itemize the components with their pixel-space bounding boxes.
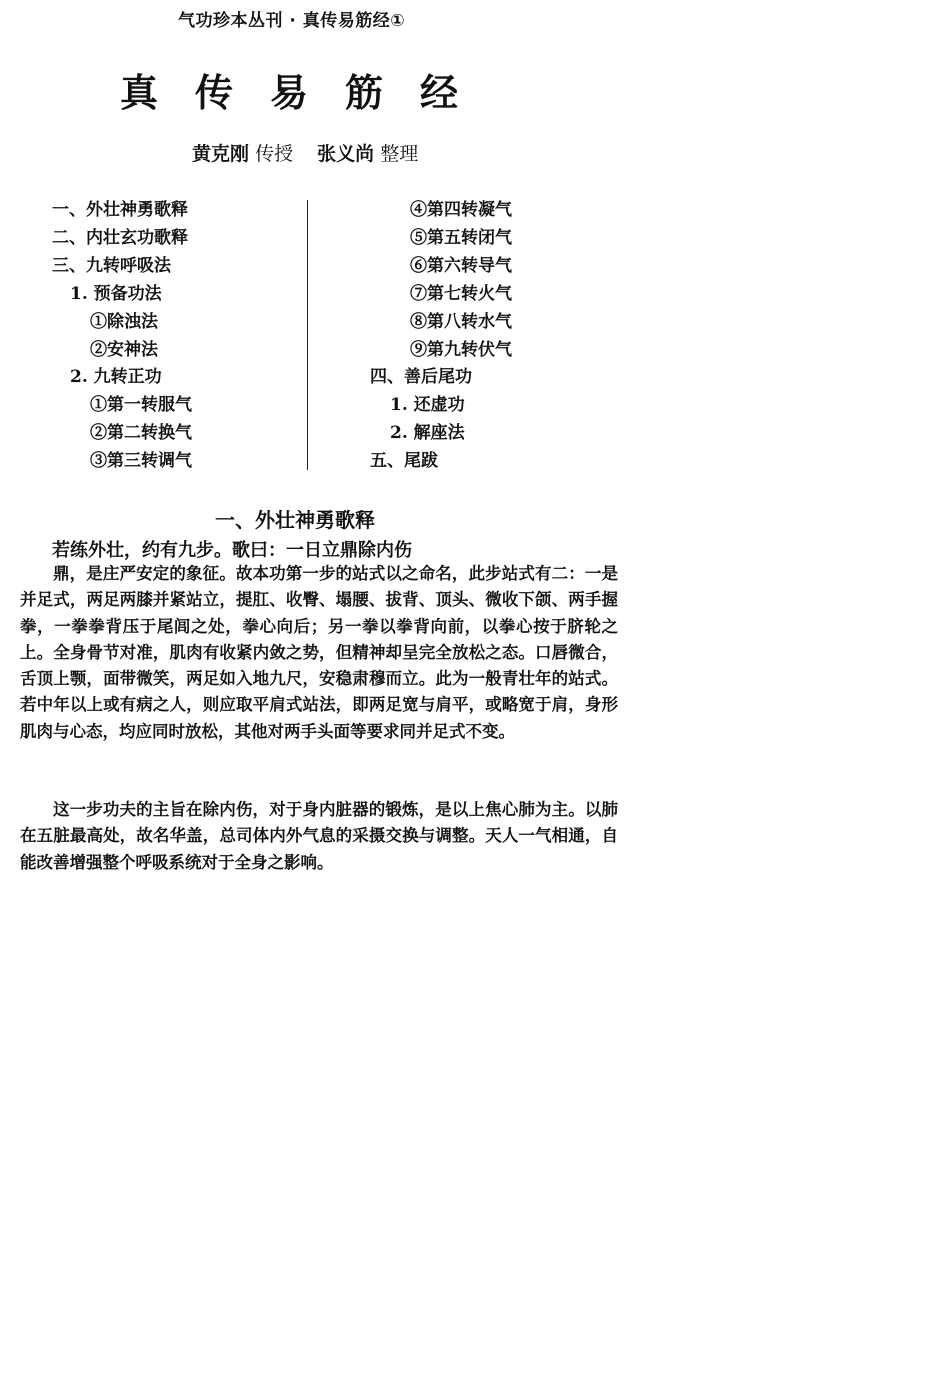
author-name-1: 黄克刚 (192, 143, 250, 165)
toc-item: ⑦第七转火气 (410, 284, 512, 304)
toc-item: 1. 预备功法 (70, 284, 162, 304)
toc-item: ⑧第八转水气 (410, 312, 512, 332)
author-name-2: 张义尚 (317, 143, 375, 165)
book-title: 真传易筋经 (120, 70, 496, 115)
toc-item: ⑤第五转闭气 (410, 228, 512, 248)
toc-item: 五、尾跋 (370, 451, 438, 471)
section-heading: 一、外壮神勇歌释 (215, 508, 375, 532)
toc-item: ②安神法 (90, 340, 158, 360)
author-line (192, 139, 418, 166)
body-paragraph: 鼎，是庄严安定的象征。故本功第一步的站式以之命名，此步站式有二：一是并足式，两足两膝并紧站立，提肛、收臀、塌腰、拔背、顶头、微收下颌、两手握拳，一拳拳背压于尾闾之处，拳心向后；另一拳以拳背向前，以拳心按于脐轮之上。全身骨节对准，肌肉有收紧内敛之势，但精神却呈完全放松之态。口唇微合，舌顶上颚，面带微笑，两足如入地九尺，安稳肃穆而立。此为一般青壮年的站式。若中年以上或有病之人，则应取平肩式站法，即两足宽与肩平，或略宽于肩，身形肌肉与心态，均应同时放松，其他对两手头面等要求同并足式不变。 (20, 564, 618, 741)
body-paragraph: 这一步功夫的主旨在除内伤，对于身内脏器的锻炼，是以上焦心肺为主。以肺在五脏最高处，故名华盖，总司体内外气息的采摄交换与调整。天人一气相通，自能改善增强整个呼吸系统对于全身之影响。 (20, 800, 618, 872)
toc-item: ③第三转调气 (90, 451, 192, 471)
toc-item: 2. 九转正功 (70, 367, 162, 387)
toc-item: 1. 还虚功 (390, 395, 465, 415)
toc-item: ①除浊法 (90, 312, 158, 332)
toc-item: ④第四转凝气 (410, 200, 512, 220)
toc-item: 二、内壮玄功歌释 (52, 228, 188, 248)
toc-item: 三、九转呼吸法 (52, 256, 171, 276)
series-header: 气功珍本丛刊 · 真传易筋经① (178, 11, 406, 31)
toc-item: 2. 解座法 (390, 423, 465, 443)
toc-item: 四、善后尾功 (370, 367, 472, 387)
author-role-2: 整理 (380, 143, 419, 165)
toc-item: ⑨第九转伏气 (410, 340, 512, 360)
toc-divider (307, 200, 308, 470)
toc-item: 一、外壮神勇歌释 (52, 200, 188, 220)
toc-item: ②第二转换气 (90, 423, 192, 443)
toc-item: ①第一转服气 (90, 395, 192, 415)
song-lead-line: 若练外壮，约有九步。歌曰：一日立鼎除内伤 (52, 540, 412, 561)
toc-item: ⑥第六转导气 (410, 256, 512, 276)
author-role-1: 传授 (255, 143, 294, 165)
